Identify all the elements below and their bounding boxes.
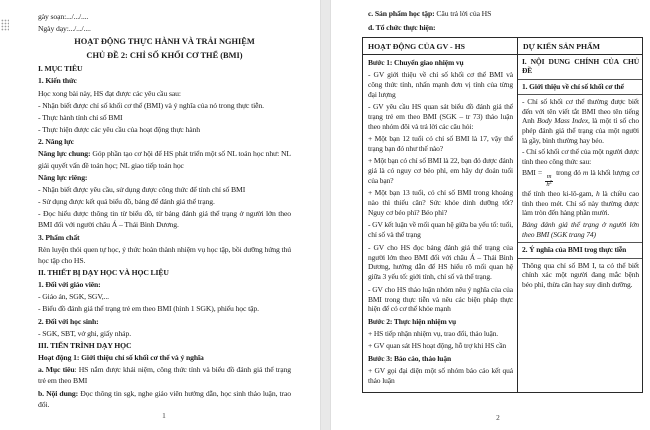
products-section	[518, 258, 642, 293]
paragraph	[368, 70, 513, 100]
text-run: - SGK, SBT, vở ghi, giấy nháp.	[38, 328, 131, 338]
bold-text-run: c. Sản phẩm học tập:	[368, 9, 435, 18]
paragraph	[368, 354, 513, 364]
paragraph	[368, 285, 513, 315]
paragraph	[368, 243, 513, 283]
paragraph	[368, 329, 513, 339]
paragraph	[38, 232, 291, 244]
paragraph	[38, 75, 291, 87]
text-run: - Sử dụng được kết quả biểu đồ, bảng để đánh giá thể trạng.	[38, 196, 215, 206]
paragraph	[38, 35, 291, 49]
italic-text-run: Body Mass Index	[536, 116, 589, 126]
page-2-intro	[331, 8, 650, 34]
paragraph	[38, 303, 291, 315]
document-page-2	[331, 0, 650, 430]
paragraph	[368, 134, 513, 154]
fraction-numerator: m	[546, 173, 552, 181]
bold-text-run: I. MỤC TIÊU	[38, 64, 83, 74]
paragraph	[368, 102, 513, 132]
paragraph	[368, 8, 638, 20]
text-run: - Biểu đồ đánh giá thể trạng trẻ em theo BMI (hình 1 SGK), phiếu học tập.	[38, 304, 259, 314]
italic-text-run: m	[582, 168, 589, 178]
paragraph	[38, 364, 291, 387]
bold-text-run: 2. Năng lực	[38, 136, 74, 146]
paragraph	[38, 88, 291, 100]
bold-text-run: Bước 3: Báo cáo, thảo luận	[368, 353, 452, 363]
paragraph	[522, 261, 639, 290]
bold-text-run: 1. Đối với giáo viên:	[38, 280, 101, 290]
paragraph	[522, 57, 639, 76]
text-run: + Một bạn 13 tuổi, có chỉ số BMI trong khoảng nào thì thiếu cân? Sức khỏe dinh dưỡng tốt? Nguy cơ béo phì? Béo phì?	[368, 188, 513, 218]
paragraph	[522, 82, 639, 92]
text-run: Đọc thông tin sgk, nghe giáo viên hướng dẫn, học sinh thảo luận, trao đổi.	[38, 388, 291, 410]
bold-text-run: 2. Ý nghĩa của BMI trog thực tiễn	[522, 245, 627, 255]
paragraph	[38, 196, 291, 208]
text-run: - Nhận biết được chỉ số khối cơ thể (BMI) và ý nghĩa của nó trong thực tiễn.	[38, 100, 264, 110]
bold-text-run: 3. Phẩm chất	[38, 232, 80, 242]
table-cell-activities	[363, 55, 518, 392]
text-run: : HS nắm được khái niệm, công thức tính và biểu đồ đánh giá thể trạng trẻ em theo BMI	[38, 364, 291, 386]
text-run: - GV kết luận về mối quan hệ giữa ba yếu tố: tuổi, chỉ số và thể trạng	[368, 220, 513, 240]
paragraph	[522, 147, 639, 166]
paragraph	[368, 22, 638, 34]
paragraph	[368, 366, 513, 386]
text-run: Thông qua chỉ số BM I, ta có thể biết chính xác một người đang mắc bệnh béo phì, thừa cân hay suy dinh dưỡng.	[522, 260, 639, 289]
bold-text-run: 1. Giới thiệu về chỉ số khối cơ thể	[522, 81, 624, 91]
denominator-exponent: 2	[549, 180, 552, 186]
text-run: là khối lượng cơ thể tính theo ki-lô-gam,	[522, 168, 639, 199]
text-run: + GV gọi đại diện một số nhóm báo cáo kết quả thảo luận	[368, 365, 513, 385]
paragraph	[38, 279, 291, 291]
denominator-base: h	[546, 181, 550, 189]
text-run: là chiều cao tính theo mét. Chỉ số này thường được làm tròn đến hàng phần mười.	[522, 189, 639, 218]
paragraph	[38, 112, 291, 124]
italic-text-run: Bảng đánh giá thể trạng ở người lớn theo BMI (SGK trang 74)	[522, 220, 639, 239]
bold-text-run: I. NỘI DUNG CHÍNH CỦA CHỦ ĐỀ	[522, 56, 639, 76]
bold-text-run: 1. Kiến thức	[38, 76, 77, 86]
text-run: Học xong bài này, HS đạt được các yêu cầu sau:	[38, 88, 181, 98]
paragraph	[38, 316, 291, 328]
table-header-du-kien-san-pham: DỰ KIẾN SẢN PHẨM	[523, 41, 601, 51]
bold-text-run: b. Nội dung:	[38, 388, 79, 398]
paragraph	[38, 244, 291, 267]
page-number-2: 2	[496, 413, 500, 422]
paragraph	[38, 11, 291, 23]
products-section	[518, 94, 642, 242]
paragraph	[38, 340, 291, 352]
bmi-formula-fraction	[545, 174, 553, 189]
bold-text-run: HOẠT ĐỘNG THỰC HÀNH VÀ TRẢI NGHIỆM	[74, 37, 255, 47]
text-run: Câu trả lời của HS	[434, 9, 492, 18]
paragraph	[38, 136, 291, 148]
text-run: - Nhận biết được yêu cầu, sử dụng được công thức để tính chỉ số BMI	[38, 184, 246, 194]
bold-text-run: III. TIẾN TRÌNH DẠY HỌC	[38, 340, 132, 350]
paragraph	[522, 245, 639, 255]
paragraph	[38, 328, 291, 340]
text-run: - GV cho HS thảo luận nhóm nêu ý nghĩa của của BMI trong thực tiễn và nêu các biện pháp thực hiện để có cơ thể khỏe mạnh	[368, 284, 513, 314]
text-run: gày soạn:.../.../....	[38, 12, 89, 21]
fraction-denominator	[546, 182, 551, 189]
bold-text-run: II. THIẾT BỊ DẠY HỌC VÀ HỌC LIỆU	[38, 268, 169, 278]
text-run: + GV quan sát HS hoạt động, hỗ trợ khi HS cần	[368, 341, 507, 351]
bold-text-run: Năng lực riêng:	[38, 172, 88, 182]
paragraph	[522, 220, 639, 239]
paragraph	[368, 188, 513, 218]
paragraph	[38, 267, 291, 279]
text-run: Rèn luyện thói quen tự học, ý thức hoàn thành nhiệm vụ học tập, bồi dưỡng hứng thú học tập cho HS.	[38, 244, 291, 266]
table-cell-expected-products	[518, 55, 642, 392]
paragraph	[368, 317, 513, 327]
bold-text-run: a. Mục tiêu	[38, 364, 75, 374]
paragraph	[368, 58, 513, 68]
paragraph	[38, 148, 291, 171]
paragraph	[368, 156, 513, 186]
text-run: - Giáo án, SGK, SGV,...	[38, 292, 109, 302]
text-run: + Một bạn có chỉ số BMI là 22, bạn đó được đánh giá là có nguy cơ béo phì, em hãy dự đoán tuổi của bạn?	[368, 156, 513, 186]
activity-table-header-row	[363, 38, 642, 55]
products-section	[518, 242, 642, 258]
bold-text-run: Bước 2: Thực hiện nhiệm vụ	[368, 316, 457, 326]
bold-text-run: 2. Đối với học sinh:	[38, 316, 99, 326]
text-run: - GV yêu cầu HS quan sát biểu đồ đánh giá thể trạng trẻ em theo BMI (SGK – tr 73) thảo luận theo nhóm đôi và trả lời các câu hỏi:	[368, 101, 513, 131]
paragraph	[368, 220, 513, 240]
text-run: + Một bạn 12 tuổi có chỉ số BMI là 17, vậy thể trạng bạn đó như thế nào?	[368, 134, 513, 153]
bold-text-run: Hoạt động 1: Giới thiệu chỉ số khối cơ thể và ý nghĩa	[38, 352, 204, 362]
text-run: - Thực hiện được các yêu cầu của hoạt động thực hành	[38, 124, 200, 134]
paragraph	[38, 184, 291, 196]
paragraph	[38, 291, 291, 303]
paragraph	[38, 100, 291, 112]
paragraph	[522, 97, 639, 145]
bold-text-run: Bước 1: Chuyển giao nhiệm vụ	[368, 57, 464, 67]
text-run: trong đó	[553, 168, 583, 178]
bold-text-run: CHỦ ĐỀ 2: CHỈ SỐ KHỐI CƠ THỂ (BMI)	[86, 51, 243, 61]
text-run: - Chỉ số khối cơ thể của một người được tính theo công thức sau:	[522, 147, 639, 166]
paragraph	[38, 63, 291, 75]
table-header-gv-hs: HOẠT ĐỘNG CỦA GV - HS	[363, 38, 518, 54]
text-run: - GV giới thiệu về chỉ số khối cơ thể BMI và công thức tính, nhấn mạnh đơn vị tính của từng đại lượng	[368, 69, 513, 99]
paragraph	[38, 49, 291, 63]
products-section	[518, 79, 642, 95]
text-run: - Thực hành tính chỉ số BMI	[38, 112, 123, 122]
page-number-1: 1	[162, 411, 166, 420]
paragraph	[38, 23, 291, 35]
page-gap-strip	[320, 0, 331, 430]
paragraph	[368, 341, 513, 351]
text-run: - Đọc hiểu được thông tin từ biểu đồ, từ bảng đánh giá thể trạng ở người lớn theo BMI đối với người châu Á – Thái Bình Dương.	[38, 208, 291, 230]
text-run: Góp phần tạo cơ hội để HS phát triển một số NL toán học như: NL giải quyết vấn đề toán học; NL giao tiếp toán học	[38, 149, 291, 170]
paragraph	[38, 352, 291, 364]
paragraph	[522, 168, 639, 218]
paragraph	[38, 388, 291, 411]
text-run: - GV cho HS đọc bảng đánh giá thể trạng của người lớn theo BMI đối với châu Á – Thái Bình Dương, hướng dẫn để HS hiểu rõ mối quan hệ giữa 3 yếu tố: giới tính, chỉ số và thể trạng.	[368, 242, 513, 282]
activity-table-body-row	[363, 55, 642, 392]
page-1-body	[38, 11, 291, 411]
italic-text-run: h	[596, 189, 600, 199]
text-run: Ngày dạy:.../.../....	[38, 24, 91, 34]
products-section	[518, 55, 642, 79]
text-run: BMI =	[522, 168, 545, 178]
text-run: , là một tỉ số cho phép đánh giá thể trạng của một người là gầy, bình thường hay béo.	[522, 116, 639, 145]
bold-text-run: Năng lực chung:	[38, 149, 91, 159]
paragraph	[38, 208, 291, 231]
bold-text-run: d. Tổ chức thực hiện:	[368, 22, 436, 32]
activity-table	[362, 37, 643, 393]
text-run: - Chỉ số khối cơ thể thường được biết đến với tên viết tắt BMI theo tên tiếng Anh	[522, 97, 639, 126]
text-run: + HS tiếp nhận nhiệm vụ, trao đổi, thảo luận.	[368, 329, 499, 339]
paragraph	[38, 172, 291, 184]
paragraph	[38, 124, 291, 136]
document-page-1	[9, 0, 320, 430]
